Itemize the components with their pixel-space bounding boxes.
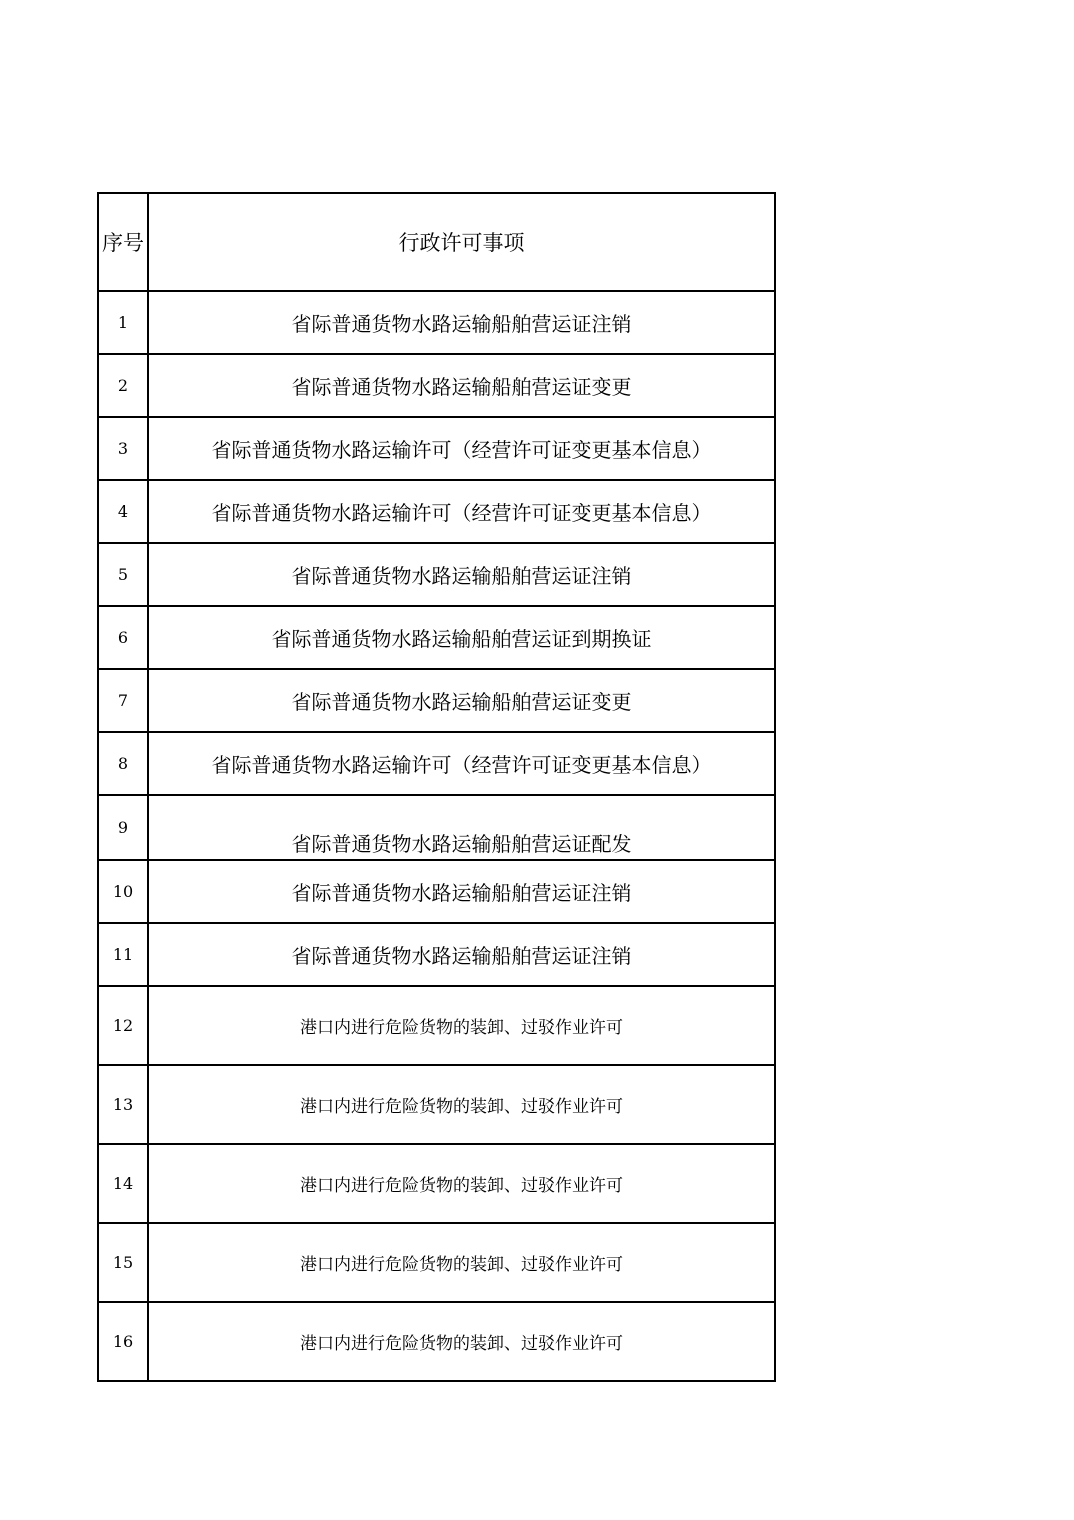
table-row bbox=[98, 923, 775, 986]
table-row bbox=[98, 669, 775, 732]
table-row bbox=[98, 795, 775, 860]
row-item: 省际普通货物水路运输船舶营运证注销 bbox=[148, 860, 775, 923]
table-row bbox=[98, 354, 775, 417]
row-no: 14 bbox=[98, 1144, 148, 1223]
table-row bbox=[98, 291, 775, 354]
table-row bbox=[98, 1065, 775, 1144]
row-no: 12 bbox=[98, 986, 148, 1065]
row-item: 省际普通货物水路运输许可（经营许可证变更基本信息） bbox=[148, 480, 775, 543]
table-row bbox=[98, 986, 775, 1065]
row-item: 省际普通货物水路运输船舶营运证到期换证 bbox=[148, 606, 775, 669]
row-item: 港口内进行危险货物的装卸、过驳作业许可 bbox=[148, 1144, 775, 1223]
row-item: 省际普通货物水路运输许可（经营许可证变更基本信息） bbox=[148, 417, 775, 480]
row-no: 4 bbox=[98, 480, 148, 543]
table-row bbox=[98, 1302, 775, 1381]
row-no: 11 bbox=[98, 923, 148, 986]
permit-table bbox=[97, 192, 776, 1382]
row-item: 港口内进行危险货物的装卸、过驳作业许可 bbox=[148, 1065, 775, 1144]
header-no: 序号 bbox=[98, 193, 148, 291]
table-row bbox=[98, 1223, 775, 1302]
table-row bbox=[98, 417, 775, 480]
row-no: 2 bbox=[98, 354, 148, 417]
row-item: 港口内进行危险货物的装卸、过驳作业许可 bbox=[148, 1223, 775, 1302]
row-no: 6 bbox=[98, 606, 148, 669]
row-item: 省际普通货物水路运输船舶营运证注销 bbox=[148, 291, 775, 354]
table-row bbox=[98, 606, 775, 669]
row-no: 10 bbox=[98, 860, 148, 923]
header-row bbox=[98, 193, 775, 291]
row-item: 港口内进行危险货物的装卸、过驳作业许可 bbox=[148, 986, 775, 1065]
table-row bbox=[98, 543, 775, 606]
table-row bbox=[98, 860, 775, 923]
row-no: 16 bbox=[98, 1302, 148, 1381]
table-row bbox=[98, 480, 775, 543]
row-no: 9 bbox=[98, 795, 148, 860]
row-item: 省际普通货物水路运输船舶营运证配发 bbox=[148, 795, 775, 860]
row-item: 港口内进行危险货物的装卸、过驳作业许可 bbox=[148, 1302, 775, 1381]
row-no: 7 bbox=[98, 669, 148, 732]
row-no: 13 bbox=[98, 1065, 148, 1144]
table-row bbox=[98, 1144, 775, 1223]
row-no: 8 bbox=[98, 732, 148, 795]
row-item: 省际普通货物水路运输船舶营运证注销 bbox=[148, 923, 775, 986]
row-no: 1 bbox=[98, 291, 148, 354]
row-item: 省际普通货物水路运输船舶营运证注销 bbox=[148, 543, 775, 606]
row-no: 5 bbox=[98, 543, 148, 606]
row-item: 省际普通货物水路运输船舶营运证变更 bbox=[148, 354, 775, 417]
row-item: 省际普通货物水路运输许可（经营许可证变更基本信息） bbox=[148, 732, 775, 795]
header-item: 行政许可事项 bbox=[148, 193, 775, 291]
row-item: 省际普通货物水路运输船舶营运证变更 bbox=[148, 669, 775, 732]
row-no: 3 bbox=[98, 417, 148, 480]
table-row bbox=[98, 732, 775, 795]
row-no: 15 bbox=[98, 1223, 148, 1302]
